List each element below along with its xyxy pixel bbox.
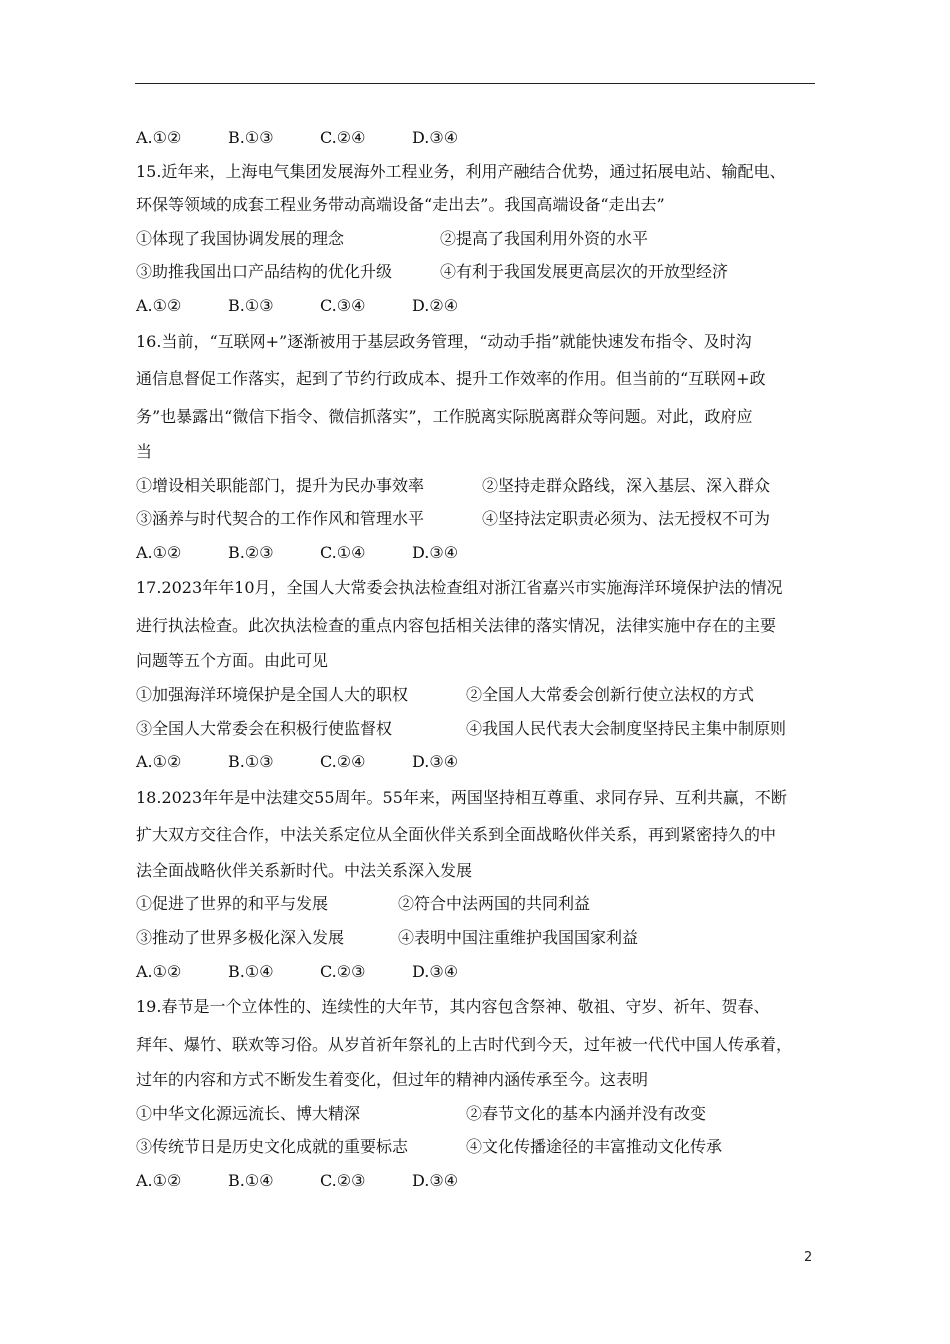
answer-b: B.①④	[228, 1170, 274, 1190]
exam-content	[136, 121, 826, 1198]
question-stem-line: 进行执法检查。此次执法检查的重点内容包括相关法律的落实情况，法律实施中存在的主要	[136, 615, 777, 635]
answer-c: C.②④	[320, 128, 366, 147]
option-row	[136, 255, 826, 289]
answer-a: A.①②	[136, 752, 182, 772]
answer-d: D.③④	[412, 128, 459, 147]
answer-c: C.②③	[320, 1170, 366, 1190]
question-stem-line: 环保等领域的成套工程业务带动高端设备“走出去”。我国高端设备“走出去”	[136, 195, 665, 215]
header-rule	[135, 83, 815, 84]
option-4: ④文化传播途径的丰富推动文化传承	[466, 1137, 723, 1157]
answer-d: D.③④	[412, 752, 459, 772]
option-3: ③全国人大常委会在积极行使监督权	[136, 718, 393, 738]
question-18	[136, 779, 826, 988]
answer-choices	[136, 536, 826, 570]
answer-b: B.①③	[228, 128, 274, 147]
question-15	[136, 155, 826, 323]
question-stem-line: 16.当前，“互联网+”逐渐被用于基层政务管理，“动动手指”就能快速发布指令、及时沟	[136, 331, 752, 351]
answer-c: C.③④	[320, 295, 366, 315]
option-row	[136, 502, 826, 536]
answer-b: B.②③	[228, 542, 274, 562]
option-4: ④我国人民代表大会制度坚持民主集中制原则	[466, 718, 787, 738]
option-2: ②全国人大常委会创新行使立法权的方式	[466, 685, 755, 705]
answer-c: C.①④	[320, 542, 366, 562]
answer-d: D.②④	[412, 295, 459, 315]
option-1: ①体现了我国协调发展的理念	[136, 228, 345, 248]
option-1: ①增设相关职能部门，提升为民办事效率	[136, 475, 425, 495]
question-stem-line: 18.2023年年是中法建交55周年。55年来，两国坚持相互尊重、求同存异、互利共赢，不断	[136, 787, 787, 807]
option-row	[136, 678, 826, 712]
answer-b: B.①④	[228, 961, 274, 981]
answer-d: D.③④	[412, 1170, 459, 1190]
answer-a: A.①②	[136, 542, 182, 562]
option-2: ②符合中法两国的共同利益	[398, 894, 591, 914]
option-3: ③助推我国出口产品结构的优化升级	[136, 262, 393, 282]
option-3: ③推动了世界多极化深入发展	[136, 928, 345, 947]
answer-a: A.①②	[136, 295, 182, 315]
question-16	[136, 323, 826, 570]
question-stem-line: 当	[136, 442, 153, 462]
question-stem-line: 17.2023年年10月，全国人大常委会执法检查组对浙江省嘉兴市实施海洋环境保护法的情况	[136, 578, 783, 598]
option-row	[136, 1097, 826, 1131]
option-row	[136, 921, 826, 955]
answer-a: A.①②	[136, 1170, 182, 1190]
option-row	[136, 469, 826, 503]
option-2: ②坚持走群众路线，深入基层、深入群众	[482, 475, 771, 495]
q14-answer-choices	[136, 121, 826, 155]
question-stem-line: 扩大双方交往合作，中法关系定位从全面伙伴关系到全面战略伙伴关系，再到紧密持久的中	[136, 825, 777, 845]
answer-c: C.②④	[320, 752, 366, 772]
question-17	[136, 569, 826, 778]
question-stem-line: 15.近年来，上海电气集团发展海外工程业务，利用产融结合优势，通过拓展电站、输配电、	[136, 161, 786, 181]
option-2: ②春节文化的基本内涵并没有改变	[466, 1103, 707, 1123]
option-4: ④表明中国注重维护我国国家利益	[398, 928, 639, 947]
question-19	[136, 988, 826, 1197]
option-row	[136, 1130, 826, 1164]
question-stem-line: 通信息督促工作落实，起到了节约行政成本、提升工作效率的作用。但当前的“互联网+政	[136, 369, 766, 389]
answer-a: A.①②	[136, 961, 182, 981]
option-4: ④有利于我国发展更高层次的开放型经济	[440, 262, 729, 282]
option-4: ④坚持法定职责必须为、法无授权不可为	[482, 509, 771, 529]
answer-a: A.①②	[136, 128, 182, 147]
page-number: 2	[804, 1250, 813, 1265]
question-stem-line: 法全面战略伙伴关系新时代。中法关系深入发展	[136, 860, 473, 880]
answer-d: D.③④	[412, 542, 459, 562]
answer-choices	[136, 1164, 826, 1198]
option-1: ①加强海洋环境保护是全国人大的职权	[136, 685, 409, 705]
answer-b: B.①③	[228, 752, 274, 772]
option-row	[136, 887, 826, 921]
answer-choices	[136, 289, 826, 323]
answer-choices	[136, 955, 826, 989]
option-1: ①促进了世界的和平与发展	[136, 894, 329, 914]
question-stem-line: 19.春节是一个立体性的、连续性的大年节，其内容包含祭神、敬祖、守岁、祈年、贺春、	[136, 997, 770, 1017]
answer-c: C.②③	[320, 961, 366, 981]
option-row	[136, 222, 826, 256]
answer-b: B.①③	[228, 295, 274, 315]
question-stem-line: 过年的内容和方式不断发生着变化，但过年的精神内涵传承至今。这表明	[136, 1070, 649, 1090]
answer-choices	[136, 745, 826, 779]
option-3: ③传统节日是历史文化成就的重要标志	[136, 1137, 409, 1157]
question-stem-line: 拜年、爆竹、联欢等习俗。从岁首祈年祭礼的上古时代到今天，过年被一代代中国人传承着，	[136, 1034, 793, 1054]
option-2: ②提高了我国利用外资的水平	[440, 228, 649, 248]
answer-d: D.③④	[412, 961, 459, 981]
question-stem-line: 问题等五个方面。由此可见	[136, 651, 329, 671]
option-1: ①中华文化源远流长、博大精深	[136, 1103, 361, 1123]
option-3: ③涵养与时代契合的工作作风和管理水平	[136, 509, 425, 529]
question-stem-line: 务”也暴露出“微信下指令、微信抓落实”，工作脱离实际脱离群众等问题。对此，政府应	[136, 406, 753, 426]
option-row	[136, 712, 826, 746]
